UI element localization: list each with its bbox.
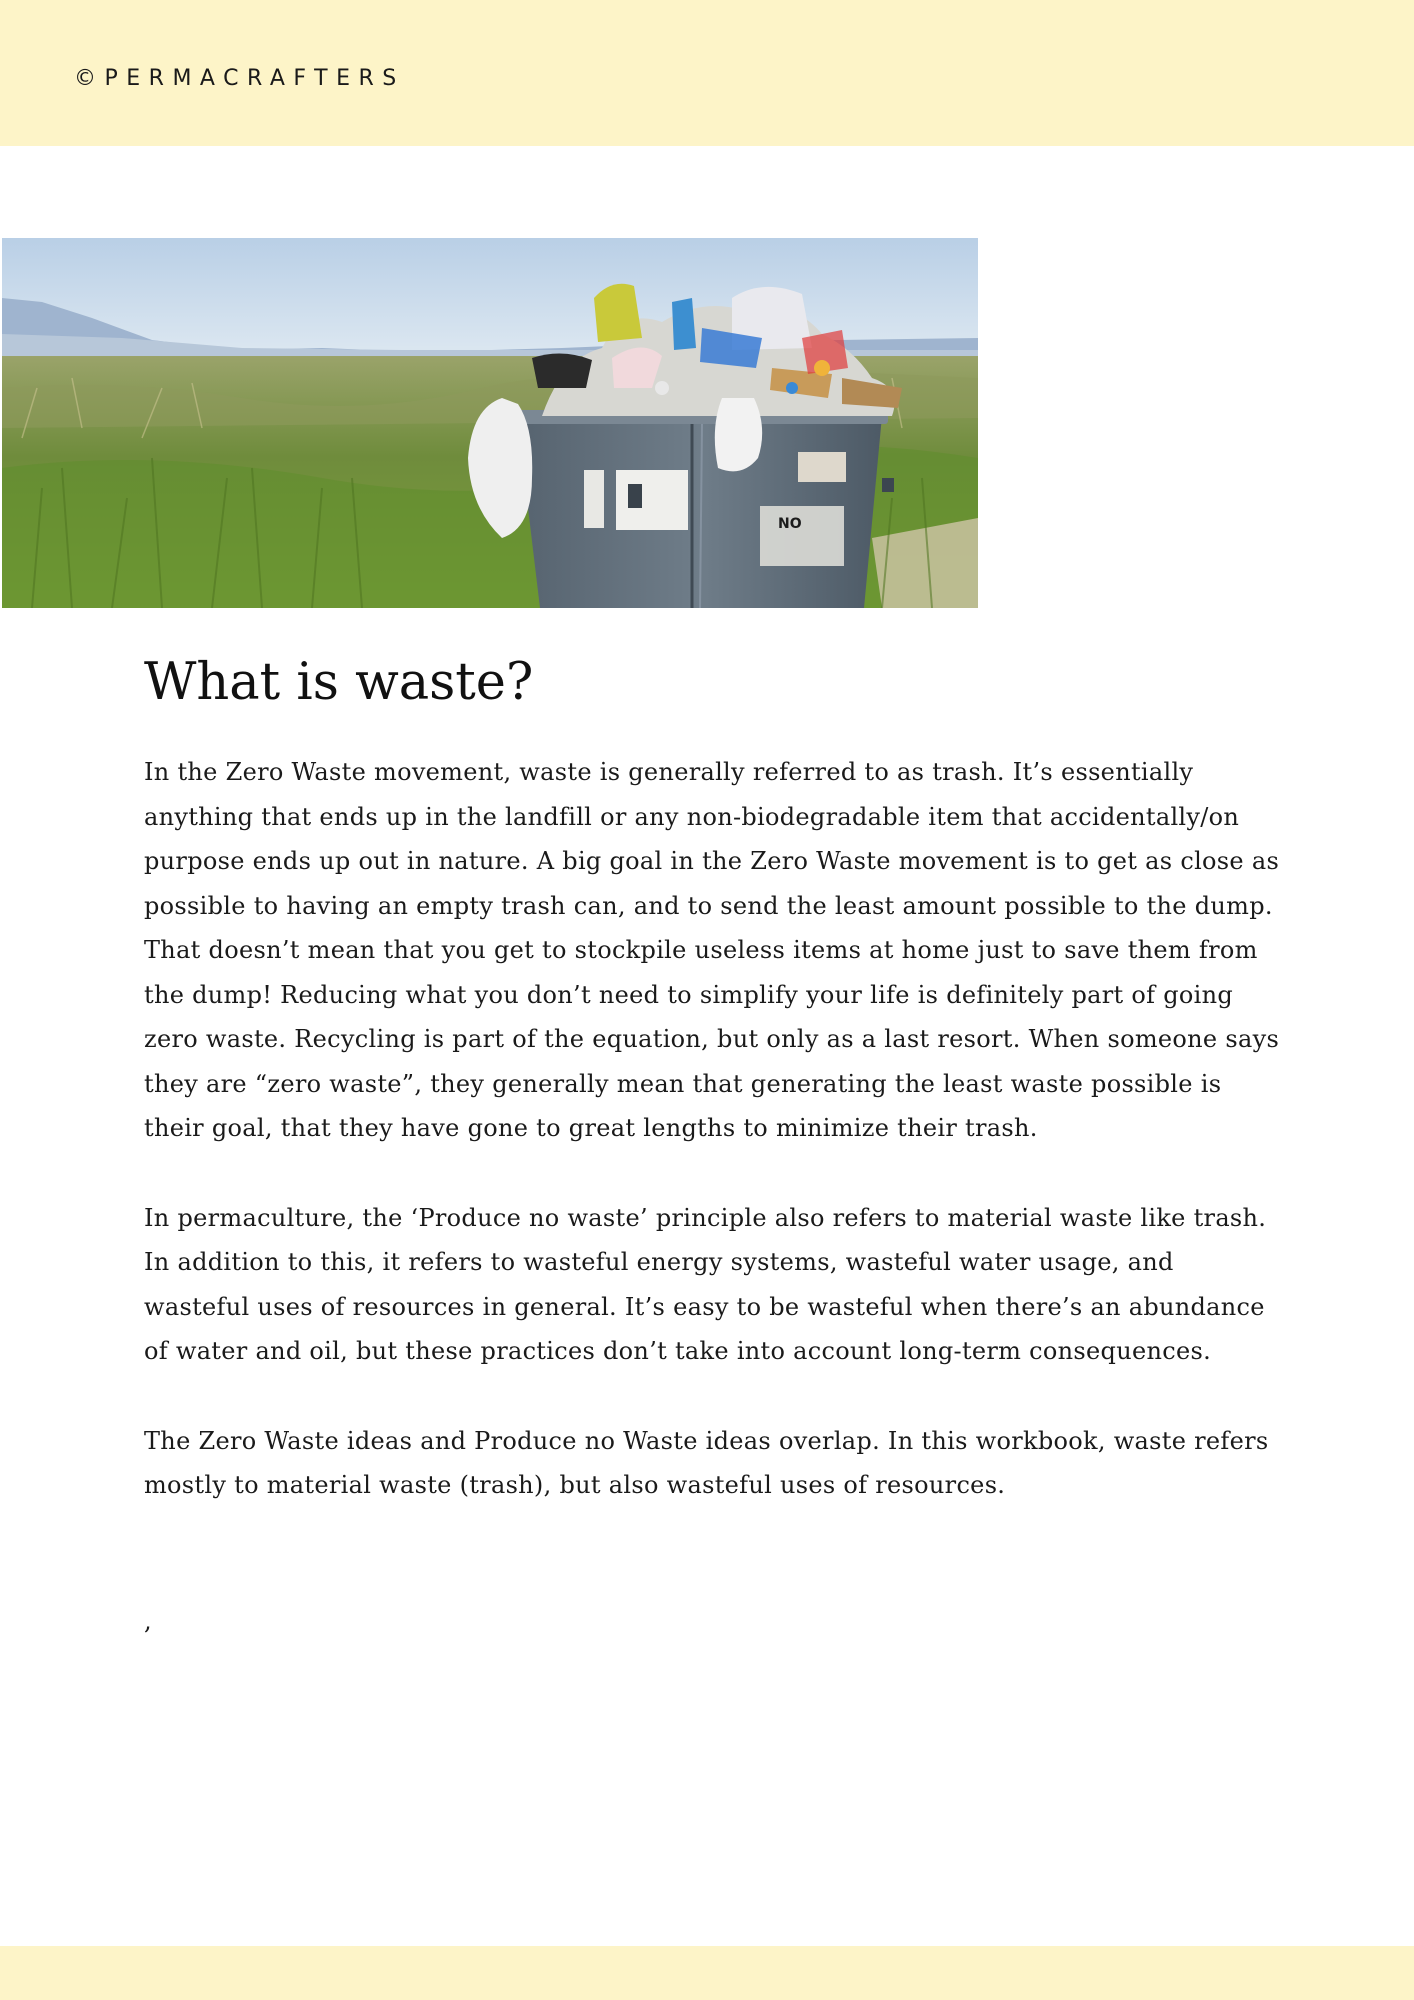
paragraph-overlap: The Zero Waste ideas and Produce no Waste ideas overlap. In this workbook, waste refers mostly to material waste (trash), but also wasteful uses of resources. [144,1426,1269,1499]
hero-image [2,238,978,608]
bin-label-text: NO [778,516,802,532]
brand-wordmark: ©PERMACRAFTERS [74,66,405,91]
header-band [0,0,1414,146]
paragraph-permaculture: In permaculture, the ‘Produce no waste’ principle also refers to material waste like trash. In addition to this, it refers to wasteful energy systems, wasteful water usage, and wasteful uses of resources in general. It’s easy to be wasteful when there’s an abundance of water and oil, but these practices don’t take into account long-term consequences. [144,1203,1267,1365]
footer-band [0,1946,1414,2000]
paragraph-zero-waste: In the Zero Waste movement, waste is generally referred to as trash. It’s essentially anything that ends up in the landfill or any non-biodegradable item that accidentally/on purpose ends up out in nature. A big goal in the Zero Waste movement is to get as close as possible to having an empty trash can, and to send the least amount possible to the dump. That doesn’t mean that you get to stockpile useless items at home just to save them from the dump! Reducing what you don’t need to simplify your life is definitely part of going zero waste. Recycling is part of the equation, but only as a last resort. When someone says they are “zero waste”, they generally mean that generating the least waste possible is their goal, that they have gone to great lengths to minimize their trash. [144,758,1280,1142]
article-body [144,750,1286,1553]
page-title: What is waste? [144,653,534,712]
stray-comma: , [144,1607,152,1635]
